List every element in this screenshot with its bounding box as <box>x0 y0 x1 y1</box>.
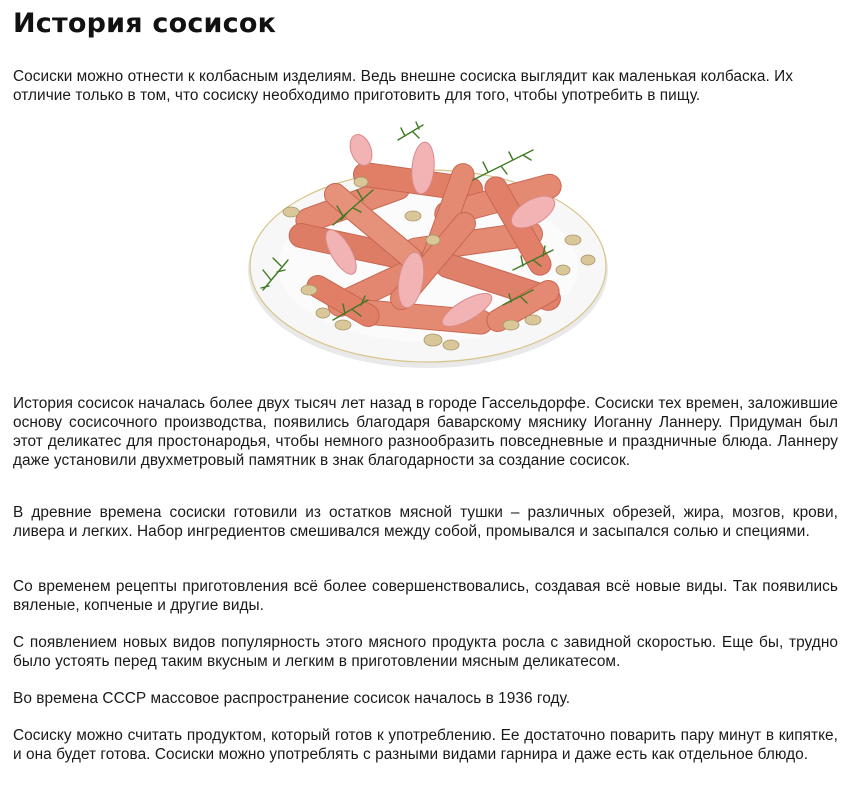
paragraph-recipes-evolution: Со временем рецепты приготовления всё более совершенствовались, создавая всё новые виды. Так появились вяленые, копченые и другие виды. <box>13 578 838 614</box>
page-title: История сосисок <box>13 8 277 39</box>
paragraph-ussr: Во времена СССР массовое распространение сосисок началось в 1936 году. <box>13 690 571 707</box>
paragraph-ready-to-eat: Сосиску можно считать продуктом, который готов к употреблению. Ее достаточно поварить пару минут в кипятке, и она будет готова. Сосиски можно употреблять с разными видами гарнира и даже есть как отдельное блюдо. <box>13 727 838 763</box>
paragraph-popularity: С появлением новых видов популярность этого мясного продукта росла с завидной скоростью. Еще бы, трудно было устоять перед таким вкусным и легким в приготовлении мясным деликатесом. <box>13 634 838 670</box>
paragraph-history-origin: История сосисок началась более двух тысяч лет назад в городе Гассельдорфе. Сосиски тех времен, заложившие основу сосисочного производства, появились благодаря баварскому мяснику Иоганну Ланнеру. Придуман был этот деликатес для простонародья, чтобы немного разнообразить повседневные и праздничные блюда. Ланнеру даже установили двухметровый памятник в знак благодарности за создание сосисок. <box>13 395 838 469</box>
intro-paragraph: Сосиски можно отнести к колбасным изделиям. Ведь внешне сосиска выглядит как маленькая колбаска. Их отличие только в том, что сосиску необходимо приготовить для того, чтобы употребить в пищу. <box>13 68 793 104</box>
sausage-plate-image <box>233 120 623 380</box>
paragraph-ancient-recipes: В древние времена сосиски готовили из остатков мясной тушки – различных обрезей, жира, мозгов, крови, ливера и легких. Набор ингредиентов смешивался между собой, промывался и засыпался солью и специями. <box>13 504 838 540</box>
sausage-plate-illustration <box>233 120 623 380</box>
